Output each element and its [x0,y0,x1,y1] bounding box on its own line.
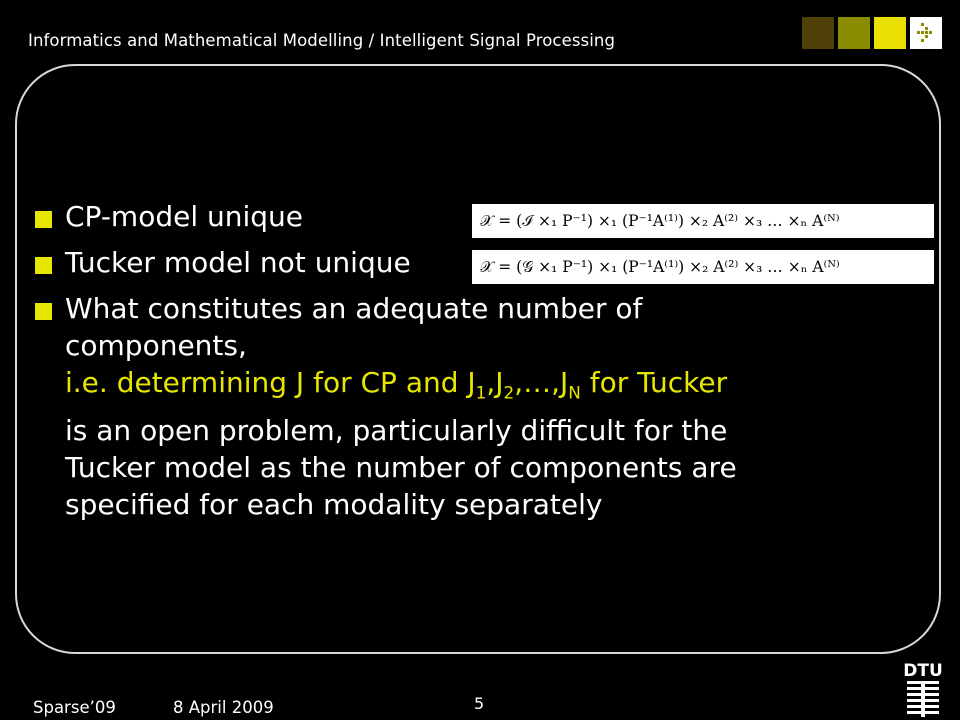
bullet-text-line: is an open problem, particularly difficult for the [65,413,728,447]
next-slide-button[interactable] [910,17,942,49]
slide-header: Informatics and Mathematical Modelling / Intelligent Signal Processing [28,31,616,50]
dtu-logo [900,660,946,720]
bullet-text-line: specified for each modality separately [65,487,603,521]
tucker-formula-text: 𝒳 = (𝒢 ×₁ P⁻¹) ×₁ (P⁻¹A⁽¹⁾) ×₂ A⁽²⁾ ×₃ … ×ₙ A⁽ᴺ⁾ [480,257,840,276]
color-square-dark [802,17,834,49]
bullet-text-line: What constitutes an adequate number of [65,292,643,325]
bullet-square-icon [35,211,52,228]
color-square-yellow [874,17,906,49]
bullet-list [34,198,904,523]
footer-date: 8 April 2009 [173,698,274,717]
bullet-square-icon [35,257,52,274]
bullet-text-line: components, [65,329,247,362]
arrow-right-icon [915,22,937,44]
bullet-item [34,290,904,523]
footer-event: Sparse’09 [33,698,116,717]
bullet-text-line: Tucker model as the number of components are [65,450,737,484]
bullet-square-icon [35,303,52,320]
bullet-text: Tucker model not unique [65,246,411,279]
dtu-logo-text: DTU [903,661,943,681]
page-number: 5 [474,694,485,713]
bullet-text: CP-model unique [65,200,304,233]
highlight-prefix: i.e. determining J for CP and J [65,366,476,399]
bullet-item [34,244,904,290]
bullet-highlight-line: i.e. determining J for CP and $J_1,J_2,\dots,J_N$ for Tucker [65,366,728,403]
color-square-olive [838,17,870,49]
highlight-suffix: for Tucker [580,366,728,399]
cp-formula-text: 𝒳 = (ℐ ×₁ P⁻¹) ×₁ (P⁻¹A⁽¹⁾) ×₂ A⁽²⁾ ×₃ … ×ₙ A⁽ᴺ⁾ [480,211,840,230]
bullet-item [34,198,904,244]
